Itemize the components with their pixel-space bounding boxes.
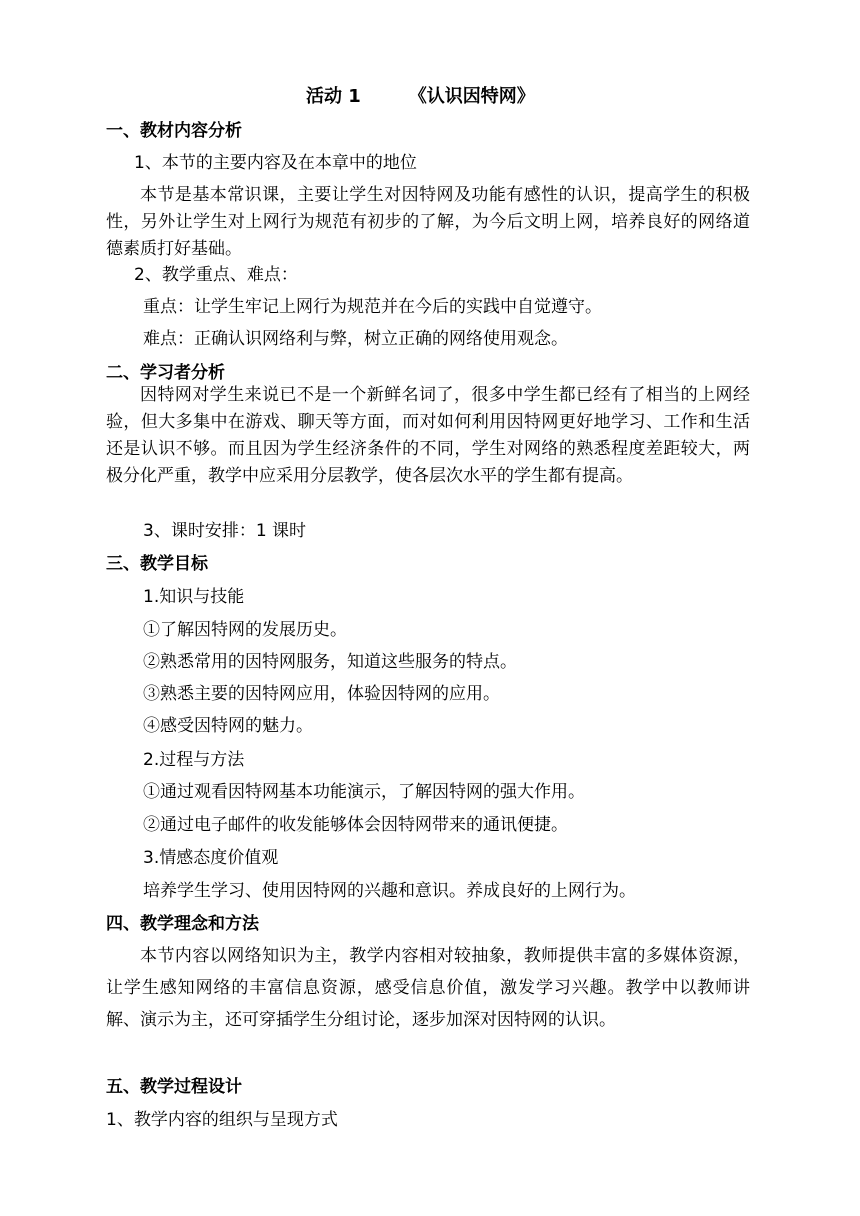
subheading-key-points: 2、教学重点、难点：	[134, 265, 298, 285]
list-item: ②通过电子邮件的收发能够体会因特网带来的通讯便捷。	[143, 815, 568, 835]
paragraph-teaching-philosophy: 本节内容以网络知识为主，教学内容相对较抽象，教师提供丰富的多媒体资源，让学生感知网络的丰富信息资源，感受信息价值，激发学习兴趣。教学中以教师讲解、演示为主，还可穿插学生分组讨论，逐步加深对因特网的认识。	[106, 946, 750, 1030]
list-item: ①通过观看因特网基本功能演示，了解因特网的强大作用。	[143, 782, 585, 802]
text-class-schedule: 3、课时安排：1 课时	[143, 521, 307, 541]
list-item: ①了解因特网的发展历史。	[143, 620, 347, 640]
text-attitudes-values: 培养学生学习、使用因特网的兴趣和意识。养成良好的上网行为。	[143, 881, 636, 901]
title-activity: 活动 1	[306, 86, 361, 107]
list-item: ③熟悉主要的因特网应用，体验因特网的应用。	[143, 684, 500, 704]
section-heading-1: 一、教材内容分析	[106, 121, 242, 141]
section-heading-2: 二、学习者分析	[106, 363, 225, 383]
list-item: ②熟悉常用的因特网服务，知道这些服务的特点。	[143, 652, 517, 672]
list-item: ④感受因特网的魅力。	[143, 716, 313, 736]
text-key-point: 重点：让学生牢记上网行为规范并在今后的实践中自觉遵守。	[143, 297, 602, 317]
subheading-attitudes-values: 3.情感态度价值观	[143, 848, 279, 868]
document-title	[306, 86, 535, 108]
paragraph-learner-analysis: 因特网对学生来说已不是一个新鲜名词了，很多中学生都已经有了相当的上网经验，但大多集中在游戏、聊天等方面，而对如何利用因特网更好地学习、工作和生活还是认识不够。而且因为学生经济条件的不同，学生对网络的熟悉程度差距较大，两极分化严重，教学中应采用分层教学，使各层次水平的学生都有提高。	[106, 385, 750, 486]
title-topic: 《认识因特网》	[408, 86, 535, 107]
subheading-knowledge-skills: 1.知识与技能	[143, 587, 245, 607]
text-difficult-point: 难点：正确认识网络利与弊，树立正确的网络使用观念。	[143, 329, 568, 349]
subheading-content-organization: 1、教学内容的组织与呈现方式	[106, 1110, 338, 1130]
section-heading-3: 三、教学目标	[106, 554, 208, 574]
section-heading-5: 五、教学过程设计	[106, 1077, 242, 1097]
subheading-process-methods: 2.过程与方法	[143, 750, 245, 770]
paragraph-main-content: 本节是基本常识课，主要让学生对因特网及功能有感性的认识，提高学生的积极性，另外让学生对上网行为规范有初步的了解，为今后文明上网，培养良好的网络道德素质打好基础。	[106, 185, 750, 259]
subheading-main-content: 1、本节的主要内容及在本章中的地位	[134, 153, 417, 173]
section-heading-4: 四、教学理念和方法	[106, 914, 259, 934]
